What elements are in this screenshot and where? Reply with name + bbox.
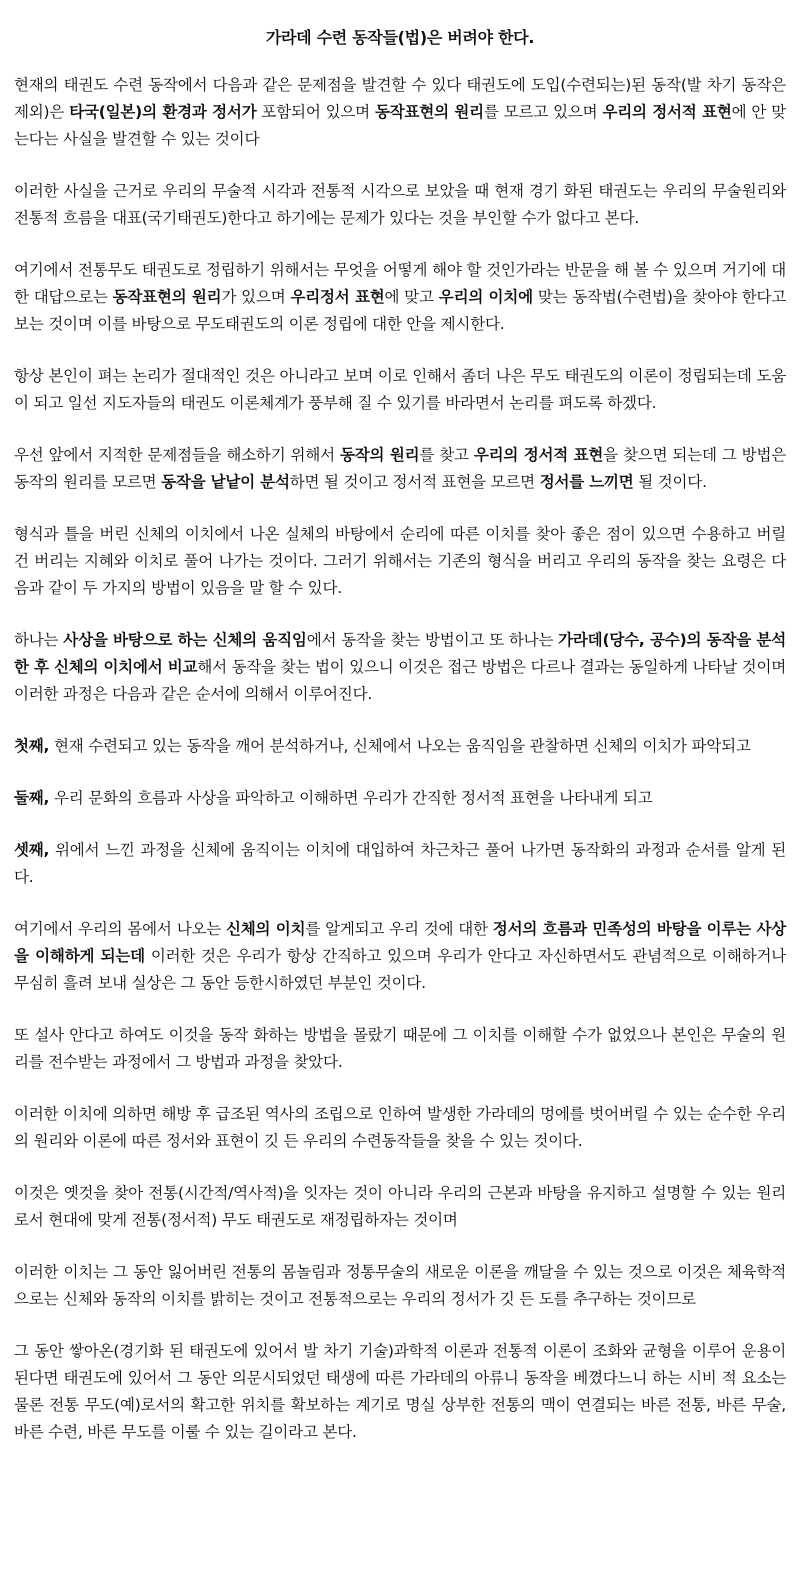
text-run: 될 것이다. bbox=[633, 473, 707, 491]
paragraph bbox=[14, 1259, 786, 1313]
paragraph bbox=[14, 837, 786, 891]
emphasis-text: 첫째, bbox=[14, 737, 50, 755]
emphasis-text: 동작표현의 원리 bbox=[375, 103, 484, 121]
paragraph bbox=[14, 627, 786, 708]
text-run: 이러한 이치는 그 동안 잃어버린 전통의 몸놀림과 정통무술의 새로운 이론을 깨달을 수 있는 것으로 이것은 체육학적으로는 신체와 동작의 이치를 밝히는 것이고 전통적으로는 우리의 정서가 깃 든 도를 추구하는 것이므로 bbox=[14, 1263, 786, 1308]
emphasis-text: 동작을 낱낱이 분석 bbox=[161, 473, 290, 491]
paragraph bbox=[14, 521, 786, 602]
emphasis-text: 가라데(당수, 공수)의 동작을 분석한 후 신체의 이치에서 비교 bbox=[14, 631, 786, 676]
paragraph bbox=[14, 257, 786, 338]
text-run: 이러한 것은 우리가 항상 간직하고 있으며 우리가 안다고 자신하면서도 관념적으로 이해하거나 무심히 흘려 보내 실상은 그 동안 등한시하였던 부분인 것이다. bbox=[14, 947, 787, 992]
text-run: 포함되어 있으며 bbox=[256, 103, 375, 121]
paragraph bbox=[14, 785, 786, 812]
paragraph bbox=[14, 442, 786, 496]
text-run: 하면 될 것이고 정서적 표현을 모르면 bbox=[289, 473, 540, 491]
emphasis-text: 타국(일본)의 환경과 정서가 bbox=[69, 103, 257, 121]
text-run: 이러한 이치에 의하면 해방 후 급조된 역사의 조립으로 인하여 발생한 가라데의 멍에를 벗어버릴 수 있는 순수한 우리의 원리와 이론에 따른 정서와 표현이 깃 든 우리의 수련동작들을 찾을 수 있는 것이다. bbox=[14, 1105, 786, 1150]
paragraph bbox=[14, 1338, 786, 1446]
text-run: 여기에서 전통무도 태권도로 정립하기 위해서는 무엇을 어떻게 해야 할 것인가라는 반문을 해 볼 수 있으며 거기에 대한 대답으로는 bbox=[14, 261, 786, 306]
emphasis-text: 셋째, bbox=[14, 841, 50, 859]
text-run: 가 있으며 bbox=[221, 288, 291, 306]
text-run: 우리 문화의 흐름과 사상을 파악하고 이해하면 우리가 간직한 정서적 표현을 나타내게 되고 bbox=[49, 789, 653, 807]
text-run: 에서 동작을 찾는 방법이고 또 하나는 bbox=[306, 631, 559, 649]
paragraph bbox=[14, 1022, 786, 1076]
emphasis-text: 정서의 흐름과 민족성의 바탕을 이루는 사상을 이해하게 되는데 bbox=[14, 920, 787, 965]
emphasis-text: 신체의 이치 bbox=[226, 920, 306, 938]
emphasis-text: 우리의 정서적 표현 bbox=[602, 103, 732, 121]
text-run: 해서 동작을 찾는 법이 있으니 이것은 접근 방법은 다르나 결과는 동일하게 나타날 것이며 이러한 과정은 다음과 같은 순서에 의해서 이루어진다. bbox=[14, 658, 786, 703]
document-title: 가라데 수련 동작들(법)은 버려야 한다. bbox=[265, 28, 535, 47]
emphasis-text: 정서를 느끼면 bbox=[539, 473, 634, 491]
text-run: 또 설사 안다고 하여도 이것을 동작 화하는 방법을 몰랐기 때문에 그 이치를 이해할 수가 없었으나 본인은 무술의 원리를 전수받는 과정에서 그 방법과 과정을 찾았다. bbox=[14, 1026, 786, 1071]
text-run: 현재의 태권도 수련 동작에서 다음과 같은 문제점을 발견할 수 있다 태권도에 도입(수련되는)된 동작(발 차기 동작은 제외)은 bbox=[14, 76, 786, 121]
paragraph bbox=[14, 1180, 786, 1234]
paragraph bbox=[14, 178, 786, 232]
paragraph bbox=[14, 733, 786, 760]
text-run: 맞는 동작법(수련법)을 찾아야 한다고 보는 것이며 이를 바탕으로 무도태권도의 이론 정립에 대한 안을 제시한다. bbox=[14, 288, 787, 333]
emphasis-text: 둘째, bbox=[14, 789, 50, 807]
paragraph bbox=[14, 1101, 786, 1155]
emphasis-text: 동작표현의 원리 bbox=[112, 288, 222, 306]
text-run: 항상 본인이 펴는 논리가 절대적인 것은 아니라고 보며 이로 인해서 좀더 나은 무도 태권도의 이론이 정립되는데 도움이 되고 일선 지도자들의 태권도 이론체계가 풍부해 질 수 있기를 바라면서 논리를 펴도록 하겠다. bbox=[14, 367, 786, 412]
emphasis-text: 사상을 바탕으로 하는 신체의 움직임 bbox=[63, 631, 307, 649]
paragraph bbox=[14, 363, 786, 417]
text-run: 를 모르고 있으며 bbox=[483, 103, 603, 121]
text-run: 하나는 bbox=[14, 631, 64, 649]
text-run: 이러한 사실을 근거로 우리의 무술적 시각과 전통적 시각으로 보았을 때 현재 경기 화된 태권도는 우리의 무술원리와 전통적 흐름을 대표(국기태권도)한다고 하기에는 문제가 있다는 것을 부인할 수가 없다고 본다. bbox=[14, 182, 786, 227]
paragraph bbox=[14, 916, 786, 997]
document-body bbox=[14, 72, 786, 1446]
text-run: 를 알게되고 우리 것에 대한 bbox=[305, 920, 493, 938]
emphasis-text: 우리정서 표현 bbox=[290, 288, 385, 306]
text-run: 형식과 틀을 버린 신체의 이치에서 나온 실체의 바탕에서 순리에 따른 이치를 찾아 좋은 점이 있으면 수용하고 버릴 건 버리는 지혜와 이치로 풀어 나가는 것이다. 그러기 위해서는 기존의 형식을 버리고 우리의 동작을 찾는 요령은 다음과 같이 두 가지의 방법이 있음을 말 할 수 있다. bbox=[14, 525, 786, 597]
text-run: 를 찾고 bbox=[419, 446, 474, 464]
text-run: 에 맞고 bbox=[384, 288, 439, 306]
text-run: 을 찾으면 되는데 그 방법은 동작의 원리를 모르면 bbox=[14, 446, 787, 491]
emphasis-text: 우리의 정서적 표현 bbox=[473, 446, 604, 464]
text-run: 에 안 맞는다는 사실을 발견할 수 있는 것이다 bbox=[14, 103, 787, 148]
text-run: 이것은 옛것을 찾아 전통(시간적/역사적)을 잇자는 것이 아니라 우리의 근본과 바탕을 유지하고 설명할 수 있는 원리로서 현대에 맞게 전통(정서적) 무도 태권도로 재정립하자는 것이며 bbox=[14, 1184, 786, 1229]
text-run: 우선 앞에서 지적한 문제점들을 해소하기 위해서 bbox=[14, 446, 340, 464]
text-run: 여기에서 우리의 몸에서 나오는 bbox=[14, 920, 227, 938]
text-run: 현재 수련되고 있는 동작을 깨어 분석하거나, 신체에서 나오는 움직임을 관찰하면 신체의 이치가 파악되고 bbox=[49, 737, 751, 755]
emphasis-text: 동작의 원리 bbox=[339, 446, 420, 464]
emphasis-text: 우리의 이치에 bbox=[438, 288, 533, 306]
text-run: 그 동안 쌓아온(경기화 된 태권도에 있어서 발 차기 기술)과학적 이론과 전통적 이론이 조화와 균형을 이루어 운용이 된다면 태권도에 있어서 그 동안 의문시되었던 태생에 따른 가라데의 아류니 동작을 베꼈다느니 하는 시비 적 요소는 물론 전통 무도(예)로서의 확고한 위치를 확보하는 계기로 명실 상부한 전통의 맥이 연결되는 바른 전통, 바른 무술, 바른 수련, 바른 무도를 이룰 수 있는 길이라고 본다. bbox=[14, 1342, 786, 1441]
paragraph bbox=[14, 72, 786, 153]
text-run: 위에서 느낀 과정을 신체에 움직이는 이치에 대입하여 차근차근 풀어 나가면 동작화의 과정과 순서를 알게 된다. bbox=[14, 841, 786, 886]
